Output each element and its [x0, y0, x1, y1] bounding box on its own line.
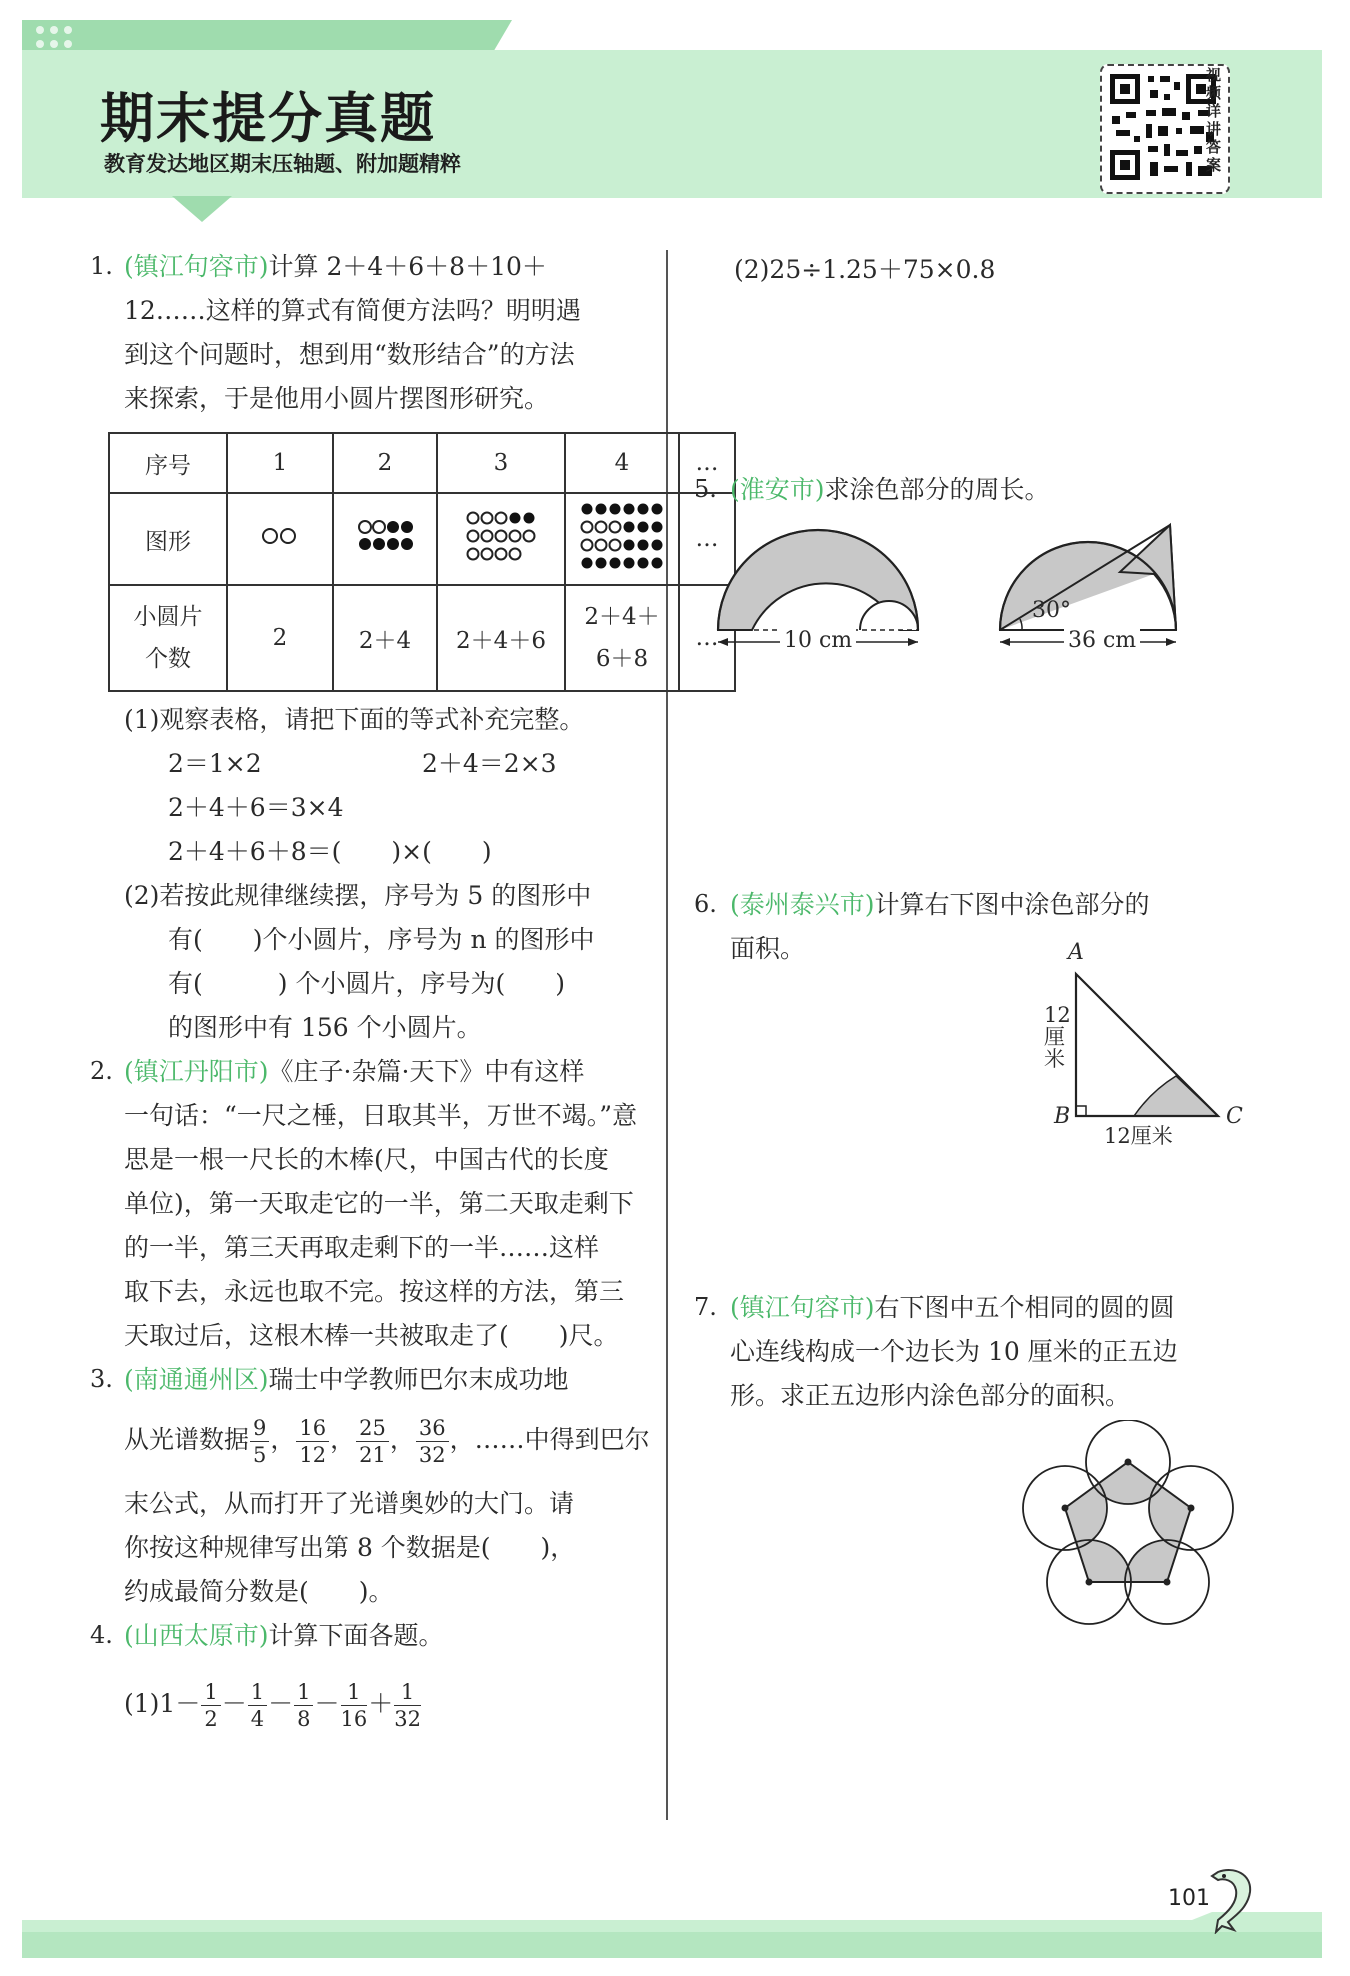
fraction: $\frac{1}{8}$ [294, 1679, 313, 1732]
table-count-2: 2＋4 [333, 585, 437, 691]
table-fig-2 [333, 493, 437, 585]
q1-table [108, 432, 736, 692]
qr-label: 视频详讲答案 [1206, 66, 1222, 174]
q3-line-3: 末公式，从而打开了光谱奥妙的大门。请 [124, 1489, 575, 1518]
page-subtitle: 教育发达地区期末压轴题、附加题精粹 [104, 152, 461, 176]
q2-line-6: 取下去，永远也取不完。按这样的方法，第三 [124, 1277, 625, 1306]
q4-part1: (1)1－ $\frac{1}{2}$ － $\frac{1}{4}$ － $\frac{1}{8}$ － $\frac{1}{16}$ ＋ $\frac{1}{32}$ [124, 1680, 421, 1731]
q7-line-3: 形。求正五边形内涂色部分的面积。 [730, 1381, 1131, 1410]
q7-line-1: (镇江句容市)右下图中五个相同的圆的圆 [730, 1293, 1175, 1322]
table-count-3: 2＋4＋6 [437, 585, 565, 691]
q5-fig2-angle: 30° [1032, 598, 1071, 623]
q5-source: (淮安市) [730, 475, 825, 504]
q1-sub1: (1)观察表格，请把下面的等式补充完整。 [124, 705, 585, 734]
q1-line-3: 到这个问题时，想到用“数形结合”的方法 [124, 340, 575, 369]
q1-eq1: 2＝1×2 [168, 749, 262, 778]
table-fig-4 [565, 493, 679, 585]
q6-number: 6. [694, 890, 717, 918]
q4-number: 4. [90, 1621, 113, 1649]
q6-line-2: 面积。 [730, 934, 806, 963]
q3-number: 3. [90, 1365, 113, 1393]
q7-line-2: 心连线构成一个边长为 10 厘米的正五边 [730, 1337, 1178, 1366]
q2-line-7: 天取过后，这根木棒一共被取走了( )尺。 [124, 1321, 619, 1350]
q7-pentagon-figure [1008, 1420, 1248, 1650]
table-count-more: … [679, 585, 735, 691]
q1-sub2-line-3: 有( ) 个小圆片，序号为( ) [168, 969, 565, 998]
fraction: $\frac{1}{2}$ [201, 1679, 220, 1732]
circles-figure-2-icon [357, 517, 413, 555]
q5-fig1-length: 10 cm [780, 628, 856, 653]
table-seq-2: 2 [333, 433, 437, 493]
q6-label-c: C [1226, 1104, 1243, 1129]
q6-source: (泰州泰兴市) [730, 890, 875, 919]
q1-text-1: 计算 2＋4＋6＋8＋10＋ [268, 252, 547, 281]
q7-number: 7. [694, 1293, 717, 1321]
page-title: 期末提分真题 [100, 87, 436, 150]
q6-label-a: A [1068, 940, 1084, 965]
q2-source: (镇江丹阳市) [124, 1057, 269, 1086]
q2-line-2: 一句话：“一尺之棰，日取其半，万世不竭。”意 [124, 1101, 638, 1130]
circles-figure-4-icon [580, 501, 664, 571]
q2-line-3: 思是一根一尺长的木棒(尺，中国古代的长度 [124, 1145, 609, 1174]
q2-line-4: 单位)，第一天取走它的一半，第二天取走剩下 [124, 1189, 634, 1218]
q4-line-1: (山西太原市)计算下面各题。 [124, 1621, 444, 1650]
q6-label-b: B [1054, 1104, 1071, 1129]
q2-line-5: 的一半，第三天再取走剩下的一半……这样 [124, 1233, 600, 1262]
q1-line-2: 12……这样的算式有简便方法吗？明明遇 [124, 296, 581, 325]
table-seq-1: 1 [227, 433, 333, 493]
header-ribbon [22, 20, 522, 54]
fraction: $\frac{1}{4}$ [248, 1679, 267, 1732]
q1-number: 1. [90, 252, 113, 280]
q1-line-4: 来探索，于是他用小圆片摆图形研究。 [124, 384, 550, 413]
fraction: $\frac{16}{12}$ [296, 1415, 329, 1468]
q1-sub2-line-4: 的图形中有 156 个小圆片。 [168, 1013, 482, 1042]
fraction: $\frac{1}{16}$ [340, 1680, 368, 1731]
q3-line-2: 从光谱数据 $\frac{9}{5}$ ， $\frac{16}{12}$ ， $\frac{25}{21}$ ， $\frac{36}{32}$ ，……中得到巴尔 [124, 1416, 650, 1467]
page-footer-band [22, 1912, 1322, 1958]
q3-line-1: (南通通州区)瑞士中学教师巴尔末成功地 [124, 1365, 569, 1394]
table-count-4: 2＋4＋ 6＋8 [565, 585, 679, 691]
q4-source: (山西太原市) [124, 1621, 269, 1650]
q1-eq2: 2＋4＝2×3 [422, 749, 557, 778]
q6-line-1: (泰州泰兴市)计算右下图中涂色部分的 [730, 890, 1150, 919]
fraction: $\frac{9}{5}$ [250, 1415, 269, 1468]
q1-eq4: 2＋4＋6＋8＝( )×( ) [168, 837, 492, 866]
fraction: $\frac{25}{21}$ [356, 1415, 389, 1468]
q3-source: (南通通州区) [124, 1365, 269, 1394]
fraction: $\frac{1}{32}$ [394, 1680, 421, 1731]
table-fig-1 [227, 493, 333, 585]
q1-line-1 [124, 245, 547, 289]
q2-line-1: (镇江丹阳市)《庄子·杂篇·天下》中有这样 [124, 1057, 585, 1086]
circles-figure-1-icon [260, 526, 300, 546]
q5-number: 5. [694, 475, 717, 503]
table-seq-4: 4 [565, 433, 679, 493]
header-pointer-icon [172, 196, 232, 222]
q1-sub2-line-2: 有( )个小圆片，序号为 n 的图形中 [168, 925, 595, 954]
q6-triangle-figure [1060, 964, 1240, 1134]
q4-part2: (2)25÷1.25＋75×0.8 [734, 255, 996, 284]
q7-source: (镇江句容市) [730, 1293, 875, 1322]
table-count-label: 小圆片 个数 [109, 585, 227, 691]
table-count-1: 2 [227, 585, 333, 691]
q1-eq3: 2＋4＋6＝3×4 [168, 793, 344, 822]
q5-fig2-length: 36 cm [1064, 628, 1140, 653]
q6-side-horizontal: 12厘米 [1104, 1124, 1173, 1148]
circles-figure-3-icon [466, 510, 536, 562]
page-number: 101 [1168, 1886, 1210, 1911]
q3-line-5: 约成最简分数是( )。 [124, 1577, 394, 1606]
q5-line-1: (淮安市)求涂色部分的周长。 [730, 475, 1050, 504]
q1-source: (镇江句容市) [124, 252, 269, 281]
table-fig-more: … [679, 493, 735, 585]
table-seq-label: 序号 [109, 433, 227, 493]
fraction: $\frac{36}{32}$ [416, 1415, 449, 1468]
q6-side-vertical: 12厘米 [1044, 1003, 1071, 1071]
table-fig-label: 图形 [109, 493, 227, 585]
q3-line-4: 你按这种规律写出第 8 个数据是( )， [124, 1533, 576, 1562]
q1-sub2-line-1: (2)若按此规律继续摆，序号为 5 的图形中 [124, 881, 592, 910]
q2-number: 2. [90, 1057, 113, 1085]
page-header [22, 20, 1322, 198]
table-fig-3 [437, 493, 565, 585]
table-seq-3: 3 [437, 433, 565, 493]
table-seq-more: … [679, 433, 735, 493]
